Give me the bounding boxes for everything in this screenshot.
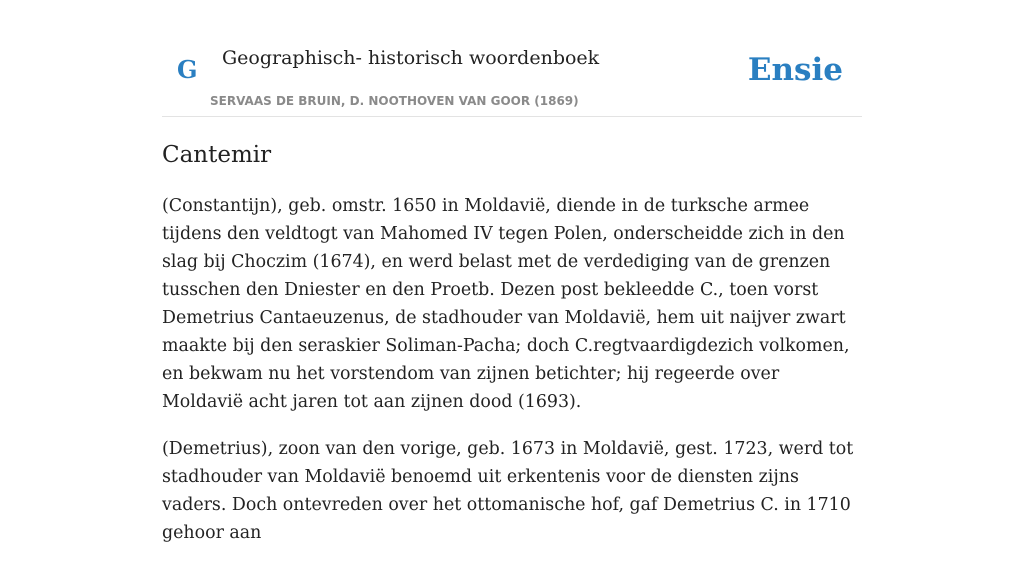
book-title[interactable]: Geographisch- historisch woordenboek xyxy=(222,47,600,69)
entry-paragraph: (Demetrius), zoon van den vorige, geb. 1673 in Moldavië, gest. 1723, werd tot stadhouder van Moldavië benoemd uit erkentenis voor de diensten zijns vaders. Doch ontevreden over het ottomanische hof, gaf Demetrius C. in 1710 gehoor aan xyxy=(162,439,854,543)
book-author: SERVAAS DE BRUIN, D. NOOTHOVEN VAN GOOR (1869) xyxy=(210,94,579,108)
book-letter-badge[interactable]: G xyxy=(177,55,198,84)
entry-paragraph: (Constantijn), geb. omstr. 1650 in Moldavië, diende in de turksche armee tijdens den veldtogt van Mahomed IV tegen Polen, onderscheidde zich in den slag bij Choczim (1674), en werd belast met de verdediging van de grenzen tusschen den Dniester en den Proetb. Dezen post bekleedde C., toen vorst Demetrius Cantaeuzenus, de stadhouder van Moldavië, hem uit naijver zwart maakte bij den seraskier Soliman-Pacha; doch C.regtvaardigdezich volkomen, en bekwam nu het vorstendom van zijnen betichter; hij regeerde over Moldavië acht jaren tot aan zijnen dood (1693). xyxy=(162,196,850,412)
entry-title: Cantemir xyxy=(162,142,272,168)
page-header xyxy=(162,0,862,117)
entry-body xyxy=(162,192,862,566)
ensie-logo-link[interactable]: Ensie xyxy=(747,52,843,88)
